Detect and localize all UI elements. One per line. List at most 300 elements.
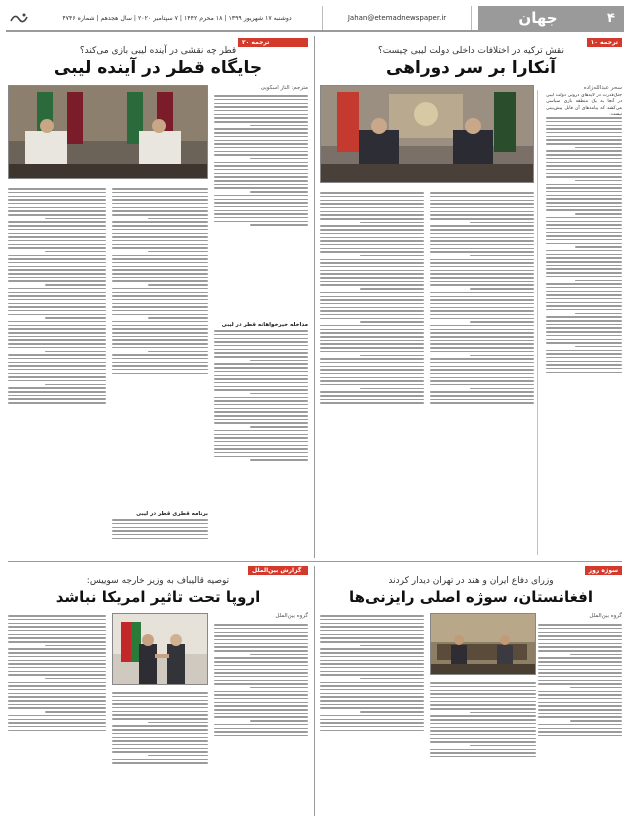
body-text-line <box>214 217 308 218</box>
body-text-line <box>112 725 208 726</box>
body-text-line <box>546 350 622 351</box>
body-text-line <box>470 355 534 356</box>
body-text-line <box>214 341 308 342</box>
section-title: جهان <box>478 6 598 30</box>
body-text-line <box>360 388 424 389</box>
body-text-line <box>430 244 534 245</box>
body-text-line <box>430 391 534 392</box>
body-text-line <box>214 389 308 390</box>
body-text-line <box>214 106 308 107</box>
body-text-line <box>112 225 208 226</box>
body-text-line <box>546 287 622 288</box>
body-text-line <box>546 128 622 129</box>
article-headline: اروپا تحت تاثیر امریکا نباشد <box>55 588 261 606</box>
body-text-line <box>430 318 534 319</box>
body-text-line <box>320 203 424 204</box>
body-text-line <box>8 369 106 370</box>
body-text-line <box>112 244 208 245</box>
body-text-line <box>320 726 424 727</box>
body-text-line <box>112 303 208 304</box>
body-text-line <box>214 646 308 647</box>
body-text-line <box>360 288 424 289</box>
body-text-line <box>430 384 534 385</box>
body-text-line <box>320 225 424 226</box>
body-text-line <box>546 250 622 251</box>
body-text-line <box>470 288 534 289</box>
body-text-line <box>112 207 208 208</box>
body-text-line <box>8 196 106 197</box>
body-text-line <box>546 169 622 170</box>
body-text-line <box>546 243 622 244</box>
body-text-line <box>546 132 622 133</box>
body-text-line <box>320 648 424 649</box>
body-text-line <box>8 328 106 329</box>
body-text-line <box>320 251 424 252</box>
body-text-line <box>8 236 106 237</box>
article-photo-meeting <box>8 85 208 179</box>
article-body-column <box>320 613 424 814</box>
body-text-line <box>546 364 622 365</box>
body-text-line <box>8 398 106 399</box>
body-text-line <box>112 358 208 359</box>
body-text-line <box>538 709 622 710</box>
body-text-line <box>214 356 308 357</box>
body-text-line <box>214 114 308 115</box>
body-text-line <box>538 628 622 629</box>
body-text-line <box>214 132 308 133</box>
body-text-line <box>250 426 308 427</box>
body-text-line <box>8 240 106 241</box>
masthead <box>6 6 624 32</box>
body-text-line <box>45 678 106 679</box>
article-headline: جایگاه قطر در آینده لیبی <box>53 58 263 78</box>
body-text-line <box>320 391 424 392</box>
body-text-line <box>360 255 424 256</box>
body-text-line <box>8 210 106 211</box>
body-text-line <box>214 338 308 339</box>
body-text-line <box>214 665 308 666</box>
body-text-line <box>546 209 622 210</box>
body-text-line <box>430 248 534 249</box>
article-body-column <box>8 186 106 556</box>
body-text-line <box>214 165 308 166</box>
body-text-line <box>320 244 424 245</box>
body-text-line <box>214 199 308 200</box>
body-text-line <box>112 236 208 237</box>
body-text-line <box>470 321 534 322</box>
body-text-line <box>214 375 308 376</box>
body-text-line <box>538 669 622 670</box>
body-text-line <box>214 349 308 350</box>
body-text-line <box>8 343 106 344</box>
article-body-column <box>112 690 208 814</box>
body-text-line <box>546 143 622 144</box>
body-text-line <box>8 663 106 664</box>
body-text-line <box>214 728 308 729</box>
body-text-line <box>8 693 106 694</box>
body-text-line <box>214 713 308 714</box>
body-text-line <box>214 195 308 196</box>
body-text-line <box>8 641 106 642</box>
body-text-line <box>214 635 308 636</box>
body-text-line <box>112 325 208 326</box>
body-text-line <box>214 173 308 174</box>
body-text-line <box>8 719 106 720</box>
body-text-line <box>320 314 424 315</box>
body-text-line <box>546 261 622 262</box>
body-text-line <box>546 320 622 321</box>
body-text-line <box>8 339 106 340</box>
body-text-line <box>320 266 424 267</box>
body-text-line <box>430 362 534 363</box>
body-text-line <box>8 682 106 683</box>
body-text-line <box>320 380 424 381</box>
body-text-line <box>112 306 208 307</box>
body-text-line <box>320 402 424 403</box>
body-text-line <box>112 718 208 719</box>
body-text-line <box>148 218 208 219</box>
body-text-line <box>320 318 424 319</box>
body-text-line <box>8 229 106 230</box>
body-text-line <box>214 206 308 207</box>
body-text-line <box>320 281 424 282</box>
body-text-line <box>570 720 622 721</box>
body-text-line <box>430 701 536 702</box>
body-text-line <box>112 534 208 535</box>
body-text-line <box>8 233 106 234</box>
body-text-line <box>8 365 106 366</box>
body-text-line <box>8 652 106 653</box>
body-text-line <box>8 685 106 686</box>
body-text-line <box>214 705 308 706</box>
body-text-line <box>148 351 208 352</box>
body-text-line <box>112 714 208 715</box>
body-text-line <box>8 247 106 248</box>
body-text-line <box>214 110 308 111</box>
body-text-line <box>546 372 622 373</box>
body-text-line <box>320 652 424 653</box>
body-text-line <box>320 696 424 697</box>
body-text-line <box>546 309 622 310</box>
body-text-line <box>546 158 622 159</box>
body-text-line <box>320 240 424 241</box>
body-text-line <box>214 456 308 457</box>
body-text-line <box>112 347 208 348</box>
body-text-line <box>214 103 308 104</box>
body-text-line <box>112 538 208 539</box>
body-text-line <box>8 700 106 701</box>
body-text-line <box>320 634 424 635</box>
body-text-line <box>320 700 424 701</box>
body-text-line <box>214 702 308 703</box>
body-text-line <box>112 696 208 697</box>
body-text-line <box>214 419 308 420</box>
body-text-line <box>470 388 534 389</box>
body-text-line <box>538 731 622 732</box>
body-text-line <box>546 125 622 126</box>
body-text-line <box>430 203 534 204</box>
body-text-line <box>8 188 106 189</box>
body-text-line <box>430 218 534 219</box>
body-text-line <box>214 162 308 163</box>
body-text-line <box>430 200 534 201</box>
body-text-line <box>8 358 106 359</box>
body-text-line <box>8 402 106 403</box>
date-line: دوشنبه ۱۷ شهریور ۱۳۹۹ | ۱۸ محرم ۱۴۴۲ | ۷ سپتامبر ۲۰۲۰ | سال هجدهم | شماره ۴۷۴۶ <box>62 14 292 22</box>
body-text-line <box>546 206 622 207</box>
body-text-line <box>538 657 622 658</box>
body-text-line <box>546 335 622 336</box>
body-text-line <box>112 748 208 749</box>
body-text-line <box>112 314 208 315</box>
body-text-line <box>320 362 424 363</box>
body-text-line <box>575 346 622 347</box>
body-text-line <box>538 635 622 636</box>
body-text-line <box>430 727 536 728</box>
body-text-line <box>214 415 308 416</box>
body-text-line <box>320 340 424 341</box>
body-text-line <box>214 672 308 673</box>
body-text-line <box>430 314 534 315</box>
body-text-line <box>320 200 424 201</box>
body-text-line <box>8 266 106 267</box>
body-text-line <box>320 704 424 705</box>
body-text-line <box>8 292 106 293</box>
body-text-line <box>320 303 424 304</box>
body-text-line <box>538 665 622 666</box>
body-text-line <box>546 150 622 151</box>
body-text-line <box>214 422 308 423</box>
article-byline: مترجم: الناز اسکویی <box>260 85 308 91</box>
body-text-line <box>430 715 536 716</box>
body-text-line <box>546 162 622 163</box>
body-text-line <box>430 207 534 208</box>
body-text-line <box>112 299 208 300</box>
body-text-line <box>430 273 534 274</box>
body-text-line <box>8 726 106 727</box>
body-text-line <box>320 671 424 672</box>
body-text-line <box>360 711 424 712</box>
body-text-line <box>320 615 424 616</box>
body-text-line <box>430 329 534 330</box>
body-text-line <box>214 731 308 732</box>
body-text-line <box>320 667 424 668</box>
body-text-line <box>546 224 622 225</box>
body-text-line <box>112 343 208 344</box>
section-tag-topic: سوژه روز <box>585 566 622 575</box>
body-text-line <box>45 645 106 646</box>
body-text-line <box>112 523 208 524</box>
body-text-line <box>45 284 106 285</box>
body-text-line <box>8 280 106 281</box>
body-text-line <box>570 687 622 688</box>
body-text-line <box>430 343 534 344</box>
body-text-line <box>320 270 424 271</box>
body-text-line <box>214 716 308 717</box>
body-text-line <box>546 239 622 240</box>
body-text-line <box>8 648 106 649</box>
body-text-line <box>112 707 208 708</box>
body-text-line <box>250 125 308 126</box>
body-text-line <box>8 630 106 631</box>
body-text-line <box>214 437 308 438</box>
body-text-line <box>8 689 106 690</box>
body-text-line <box>214 382 308 383</box>
body-text-line <box>148 755 208 756</box>
body-text-line <box>320 641 424 642</box>
body-text-line <box>112 729 208 730</box>
body-text-line <box>320 366 424 367</box>
body-text-line <box>214 363 308 364</box>
body-text-line <box>214 624 308 625</box>
body-text-line <box>45 711 106 712</box>
body-text-line <box>320 292 424 293</box>
body-text-line <box>320 630 424 631</box>
body-text-line <box>320 336 424 337</box>
body-text-line <box>546 331 622 332</box>
body-text-line <box>546 217 622 218</box>
body-text-line <box>112 751 208 752</box>
body-text-line <box>320 277 424 278</box>
body-text-line <box>320 248 424 249</box>
section-divider <box>8 561 622 562</box>
body-text-line <box>320 373 424 374</box>
body-text-line <box>538 691 622 692</box>
body-text-line <box>214 441 308 442</box>
body-text-line <box>320 377 424 378</box>
body-text-line <box>8 634 106 635</box>
body-text-line <box>112 221 208 222</box>
body-text-line <box>112 336 208 337</box>
article-body-column <box>112 186 208 506</box>
body-text-line <box>320 623 424 624</box>
body-text-line <box>8 303 106 304</box>
body-text-line <box>214 661 308 662</box>
body-text-line <box>430 704 536 705</box>
article-photo-handshake <box>112 613 208 685</box>
body-text-line <box>546 154 622 155</box>
body-text-line <box>575 280 622 281</box>
body-text-line <box>430 310 534 311</box>
body-text-line <box>538 724 622 725</box>
body-text-line <box>430 237 534 238</box>
body-text-line <box>575 147 622 148</box>
body-text-line <box>430 690 536 691</box>
body-text-line <box>214 430 308 431</box>
body-text-line <box>8 376 106 377</box>
body-text-line <box>112 269 208 270</box>
body-text-line <box>112 354 208 355</box>
body-text-line <box>320 637 424 638</box>
body-text-line <box>430 734 536 735</box>
body-text-line <box>430 708 536 709</box>
body-text-line <box>320 273 424 274</box>
article-body-column <box>214 622 308 814</box>
body-text-line <box>320 660 424 661</box>
body-text-line <box>8 295 106 296</box>
body-text-line <box>538 632 622 633</box>
body-text-line <box>214 121 308 122</box>
body-text-line <box>148 317 208 318</box>
body-text-line <box>214 411 308 412</box>
body-text-line <box>546 165 622 166</box>
body-text-line <box>430 233 534 234</box>
body-text-line <box>546 302 622 303</box>
body-text-line <box>320 343 424 344</box>
body-text-line <box>546 121 622 122</box>
body-text-line <box>320 310 424 311</box>
article-byline: گروه بین‌الملل <box>275 613 308 619</box>
body-text-line <box>546 232 622 233</box>
body-text-line <box>320 689 424 690</box>
body-text-line <box>250 191 308 192</box>
body-text-line <box>320 351 424 352</box>
body-text-line <box>546 283 622 284</box>
body-text-line <box>112 295 208 296</box>
page-number: ۴ <box>598 6 624 30</box>
body-text-line <box>214 448 308 449</box>
body-text-line <box>538 735 622 736</box>
article-body-column <box>538 622 622 814</box>
body-text-line <box>112 255 208 256</box>
body-text-line <box>320 619 424 620</box>
body-text-line <box>214 180 308 181</box>
body-text-line <box>8 660 106 661</box>
body-text-line <box>430 214 534 215</box>
body-text-line <box>320 218 424 219</box>
body-text-line <box>360 678 424 679</box>
article-kicker: وزرای دفاع ایران و هند در تهران دیدار کردند <box>388 576 554 586</box>
body-text-line <box>430 741 536 742</box>
body-text-line <box>320 214 424 215</box>
body-text-line <box>430 756 536 757</box>
body-text-line <box>214 643 308 644</box>
body-text-line <box>214 669 308 670</box>
body-text-line <box>112 258 208 259</box>
body-text-line <box>546 117 622 118</box>
body-text-line <box>430 299 534 300</box>
body-text-line <box>546 272 622 273</box>
body-text-line <box>8 221 106 222</box>
body-text-line <box>8 667 106 668</box>
body-text-line <box>214 724 308 725</box>
body-text-line <box>470 712 536 713</box>
body-text-line <box>45 351 106 352</box>
body-text-line <box>538 694 622 695</box>
body-text-line <box>430 752 536 753</box>
body-text-line <box>430 377 534 378</box>
body-text-line <box>430 719 536 720</box>
body-text-line <box>320 693 424 694</box>
body-text-line <box>148 284 208 285</box>
body-text-line <box>112 277 208 278</box>
body-text-line <box>112 740 208 741</box>
body-text-line <box>546 235 622 236</box>
body-text-line <box>320 682 424 683</box>
body-text-line <box>430 281 534 282</box>
body-text-line <box>538 661 622 662</box>
body-text-line <box>430 686 536 687</box>
body-text-line <box>8 674 106 675</box>
body-text-line <box>320 307 424 308</box>
body-text-line <box>112 519 208 520</box>
body-text-line <box>8 395 106 396</box>
body-text-line <box>320 719 424 720</box>
body-text-line <box>538 676 622 677</box>
article-photo-meeting <box>320 85 534 183</box>
body-text-line <box>214 147 308 148</box>
body-text-line <box>360 321 424 322</box>
